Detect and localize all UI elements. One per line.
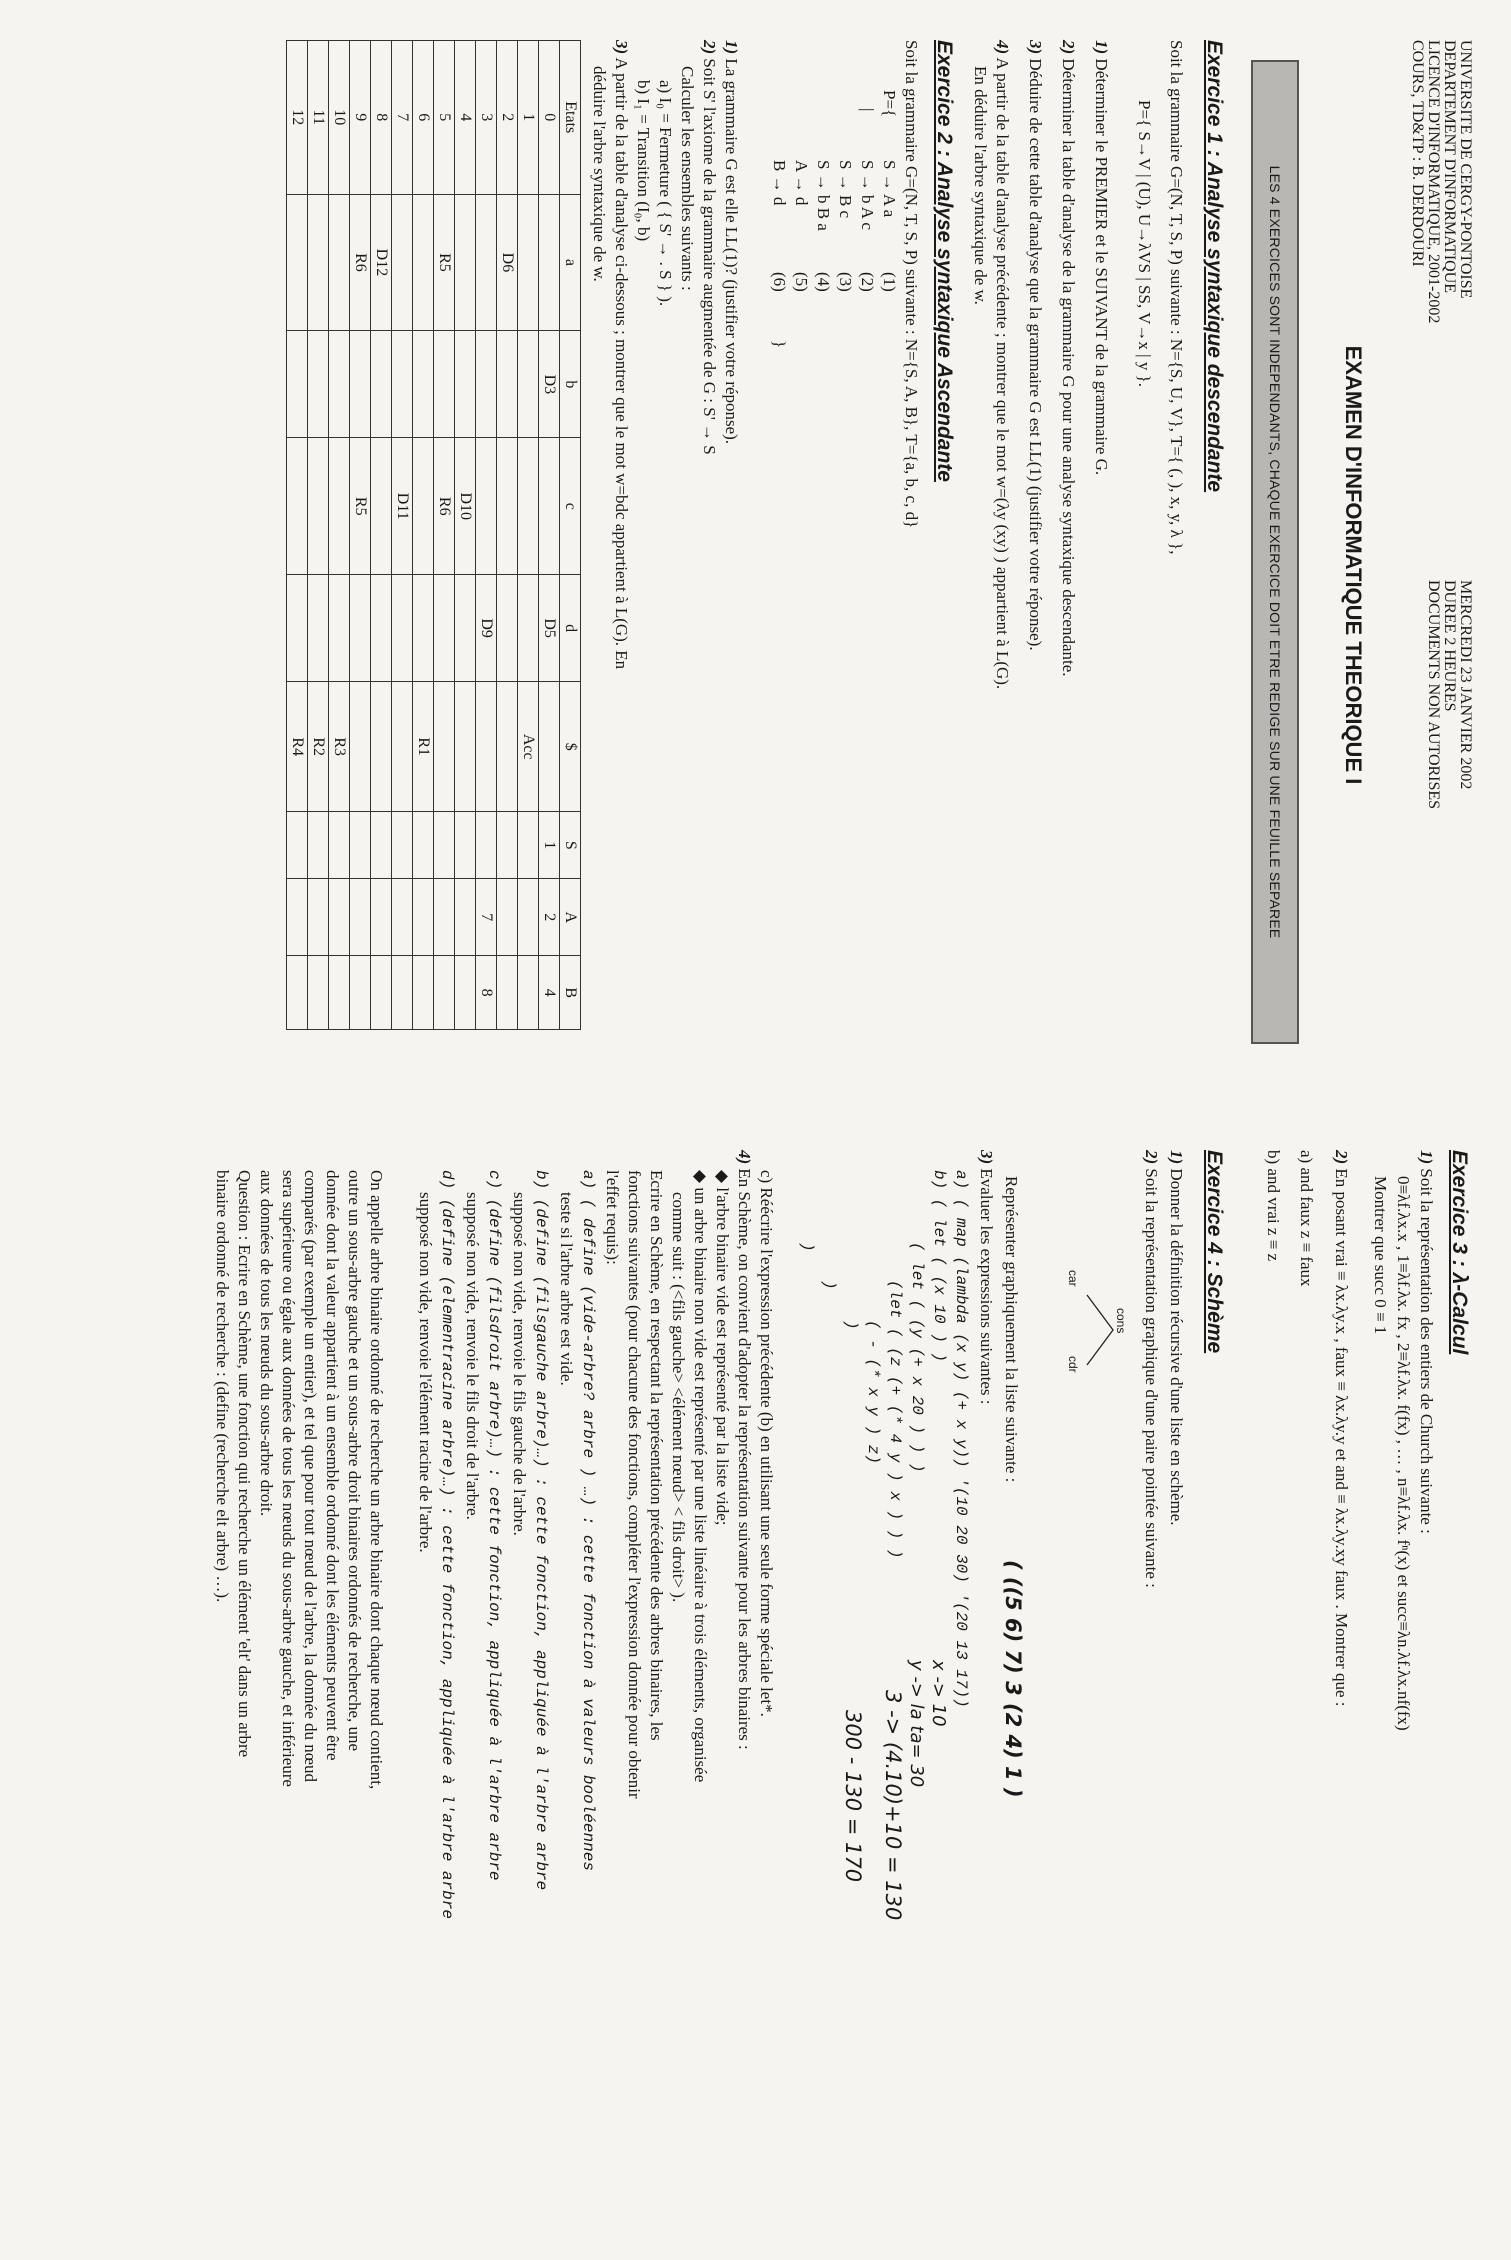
table-cell [350,956,371,1030]
table-cell [518,438,539,575]
ex4-o6: aux données de tous les nœuds du sous-arbre droit. [257,1170,276,1517]
rule: A → d [792,160,811,206]
table-cell [329,194,350,331]
table-cell: D10 [455,438,476,575]
cons-label: cons [1114,1308,1128,1334]
table-cell [518,194,539,331]
ex2-q3: 3) A partir de la table d'analyse ci-dessous ; montrer que le mot w=bdc appartient à L(G). En [612,40,631,670]
table-cell: D3 [539,331,560,438]
table-row [413,41,434,1030]
table-cell [413,575,434,682]
table-cell [329,438,350,575]
table-cell [392,194,413,331]
table-cell: 4 [539,956,560,1030]
table-cell [413,879,434,956]
ex2-q2c: a) I₀ = Fermeture ( { S' → . S } ). [656,80,675,307]
table-cell [434,331,455,438]
ex4-q4: 4) En Schème, on convient d'adopter la représentation suivante pour les arbres binaires : [735,1150,754,1750]
header-line: MERCREDI 23 JANVIER 2002 [1457,580,1474,790]
ex2-p-close: } [770,340,789,349]
table-cell [287,879,308,956]
ex1-q4: 4) A partir de la table d'analyse précédente ; montrer que le mot w=(λy (xy) ) appartient à L(G). [993,40,1012,690]
table-row [476,41,497,1030]
table-row [329,41,350,1030]
table-cell [434,956,455,1030]
column-header: c [560,438,581,575]
table-cell [497,575,518,682]
rule-number: (2) [858,272,877,292]
table-cell [308,575,329,682]
ex2-p-bar: | [858,108,877,112]
table-cell [497,956,518,1030]
ex4-fc2: supposé non vide, renvoie le fils droit de l'arbre. [463,1192,482,1520]
table-cell: 0 [539,41,560,195]
cdr-label: cdr [1066,1356,1080,1373]
university-header [1409,40,1473,323]
ex4-o3: donnée dont la valeur appartient à un ensemble ordonné dont les éléments peuvent être [323,1170,342,1761]
table-cell [434,812,455,879]
table-cell [413,438,434,575]
handwritten-note: y -> la ta= 30 [906,1660,927,1788]
table-cell: 5 [434,41,455,195]
pair-diagram [1083,1290,1117,1370]
ex4-fc: c) (define (filsdroit arbre)…) : cette fonction, appliquée à l'arbre arbre [485,1170,503,1881]
rule: S → A a [880,160,899,218]
table-cell [329,331,350,438]
table-cell: R5 [434,194,455,331]
ex4-q3: 3) Evaluer les expressions suivantes : [977,1150,996,1405]
table-cell [329,956,350,1030]
ex4-q3b5: ) [842,1320,860,1330]
exercise-1-title: Exercice 1 : Analyse syntaxique descendante [1203,40,1226,493]
header-line: COURS, TD&TP : B. DERDOURI [1409,40,1426,267]
exercise-3-title: Exercice 3 : λ-Calcul [1448,1150,1471,1355]
ex2-q3b: déduire l'arbre syntaxique de w. [590,66,609,282]
ex2-q2: 2) Soit S' l'axiome de la grammaire augmentée de G : S' → S [700,40,719,455]
ex4-p3: l'effet requis): [603,1170,622,1265]
ex3-q2b: b) and vrai z ≡ z [1264,1150,1283,1262]
table-body [287,41,560,1030]
table-cell [539,438,560,575]
table-cell [476,812,497,879]
table-cell [455,956,476,1030]
table-cell [455,812,476,879]
table-cell [497,438,518,575]
handwritten-note: 300 - 130 = 170 [841,1710,865,1883]
table-cell [287,438,308,575]
table-cell [413,194,434,331]
table-cell: Acc [518,682,539,812]
table-cell: 7 [476,879,497,956]
ex4-o2: outre un sous-arbre gauche et un sous-arbre droit binaires ordonnés de recherche, une [345,1170,364,1752]
ex4-o7: Question : Ecrire en Schème, une fonction qui recherche un élément 'elt' dans un arbre [235,1170,254,1758]
ex4-q3b6: ) [820,1280,838,1290]
header-line: DOCUMENTS NON AUTORISES [1425,580,1442,810]
table-cell [308,879,329,956]
ex3-q1c: Montrer que succ 0 ≡ 1 [1371,1176,1390,1335]
table-cell [413,331,434,438]
table-cell [350,575,371,682]
table-cell: 3 [476,41,497,195]
ex1-productions: P={ S→V | (U), U→λVS | SS, V→x | y }. [1135,100,1154,387]
table-cell [329,575,350,682]
table-row [434,41,455,1030]
table-cell [371,331,392,438]
table-cell [392,812,413,879]
table-cell [455,879,476,956]
table-cell: 8 [476,956,497,1030]
table-cell: 10 [329,41,350,195]
table-cell: 9 [350,41,371,195]
table-cell [371,812,392,879]
ex1-q3: 3) Déduire de cette table d'analyse que la grammaire G est LL(1) (justifier votre réponse). [1026,40,1045,651]
table-cell: D12 [371,194,392,331]
table-cell [455,575,476,682]
ex2-intro: Soit la grammaire G=(N, T, S, P) suivante : N={S, A, B}, T={a, b, c, d} [902,40,921,529]
table-cell: D11 [392,438,413,575]
table-row [308,41,329,1030]
table-cell [308,812,329,879]
table-cell [392,956,413,1030]
column-header: A [560,879,581,956]
exercise-4-title: Exercice 4 : Schème [1203,1150,1226,1354]
table-row [392,41,413,1030]
table-cell [539,682,560,812]
ex1-q4b: En déduire l'arbre syntaxique de w. [971,66,990,305]
ex4-o1: On appelle arbre binaire ordonné de recherche un arbre binaire dont chaque nœud contient, [367,1170,386,1790]
ex4-q3b1: b) ( let ( (x 10 ) ) [930,1170,948,1363]
header-line: DEPARTEMENT D'INFORMATIQUE [1441,40,1458,294]
column-header: b [560,331,581,438]
table-cell: D5 [539,575,560,682]
ex4-fd: d) (define (elementracine arbre)…) : cette fonction, appliquée à l'arbre arbre [438,1170,456,1919]
table-row [371,41,392,1030]
ex3-q2a: a) and faux z ≡ faux [1297,1150,1316,1287]
table-cell [371,956,392,1030]
ex4-q3b2: ( let ( (y (+ x 20 ) ) ) [908,1242,926,1473]
ex2-q2d: b) I₁ = Transition (I₀, b) [634,80,653,242]
rule-number: (4) [814,272,833,292]
table-cell: 12 [287,41,308,195]
table-cell [518,956,539,1030]
rule-number: (6) [770,272,789,292]
rule: S → B c [836,160,855,219]
table-cell [476,331,497,438]
table-cell: 1 [539,812,560,879]
table-cell [497,331,518,438]
ex4-list-text: Représenter graphiquement la liste suivante : [1002,1176,1021,1483]
table-cell [455,682,476,812]
table-cell [392,331,413,438]
table-cell [476,194,497,331]
table-cell: R1 [413,682,434,812]
ex3-q1: 1) Soit la représentation des entiers de Church suivante : [1417,1150,1436,1534]
ex4-bullet-1: ◆ l'arbre binaire vide est représenté par la liste vide; [713,1170,732,1526]
table-cell [329,879,350,956]
ex1-q2: 2) Déterminer la table d'analyse de la grammaire G pour une analyse syntaxique descendante. [1059,40,1078,677]
ex2-q2b: Calculer les ensembles suivants : [678,66,697,291]
table-row [287,41,308,1030]
table-row [539,41,560,1030]
table-cell [434,879,455,956]
table-cell [287,956,308,1030]
table-cell [497,879,518,956]
ex4-fb: b) (define (filsgauche arbre)…) : cette fonction, appliquée à l'arbre arbre [532,1170,550,1891]
ex4-q3a: a) ( map (lambda (x y) (+ x y)) '(10 20 30) '(20 13 17)) [952,1170,970,1708]
ex4-q3b3: (let ( (z (+ (* 4 y ) x ) ) ) [886,1280,904,1559]
column-header: a [560,194,581,331]
ex4-p2: fonctions suivantes (pour chacune des fonctions, compléter l'expression donnée pour obtenir [625,1170,644,1799]
rule-number: (3) [836,272,855,292]
table-cell [371,438,392,575]
header-line: DUREE 2 HEURES [1441,580,1458,712]
table-cell: 2 [497,41,518,195]
instruction-banner: LES 4 EXERCICES SONT INDEPENDANTS, CHAQUE EXERCICE DOIT ETRE REDIGE SUR UNE FEUILLE SEPAREE [1251,60,1299,1044]
table-row [518,41,539,1030]
table-cell [308,194,329,331]
rule: S → b A c [858,160,877,230]
table-cell: R6 [434,438,455,575]
table-cell: R6 [350,194,371,331]
table-cell [455,331,476,438]
table-header-row [560,41,581,1030]
table-cell [392,575,413,682]
exam-title: EXAMEN D'INFORMATIQUE THEORIQUE I [1341,345,1366,785]
table-cell [476,682,497,812]
table-cell [350,682,371,812]
table-cell [518,879,539,956]
table-cell [350,812,371,879]
table-cell [392,879,413,956]
ex4-q3b4: ( - (* x y ) z) [864,1320,882,1465]
ex1-q1: 1) Déterminer le PREMIER et le SUIVANT de la grammaire G. [1092,40,1111,476]
ex4-fb2: supposé non vide, renvoie le fils gauche de l'arbre. [510,1192,529,1536]
ex3-church: 0≡λf.λx.x , 1≡λf.λx. fx , 2≡λf.λx. f(fx) , … , n≡λf.λx. fⁿ(x) et succ≡λn.λf.λx.nf(fx) [1394,1176,1413,1731]
ex4-o5: sera supérieure ou égale aux données de tous les nœuds du sous-arbre gauche, et inférieure [279,1170,298,1787]
ex4-q3b7: ) [798,1242,816,1252]
rule-number: (5) [792,272,811,292]
ex4-q1: 1) Donner la définition récursive d'une liste en schème. [1167,1150,1186,1526]
table-cell: R4 [287,682,308,812]
table-cell [329,812,350,879]
rule-number: (1) [880,272,899,292]
ex4-bullet-2: ◆ un arbre binaire non vide est représenté par une liste linéaire à trois éléments, organisée [691,1170,710,1783]
ex4-o4: comparés (par exemple un entier), et tel que pour tout nœud de l'arbre, la donnée du nœud [301,1170,320,1783]
table-cell [518,575,539,682]
table-cell [371,682,392,812]
table-cell [455,194,476,331]
ex1-intro: Soit la grammaire G=(N, T, S, P) suivante : N={S, U, V}, T={ (, ), x, y, λ }, [1167,40,1186,555]
table-cell [476,438,497,575]
car-label: car [1066,1270,1080,1287]
table-cell [497,812,518,879]
header-line: LICENCE D'INFORMATIQUE, 2001-2002 [1425,40,1442,324]
table-cell [308,956,329,1030]
column-header: d [560,575,581,682]
table-cell [350,879,371,956]
ex2-q1: 1) La grammaire G est elle LL(1)? (justifier votre réponse). [722,40,741,445]
handwritten-list: ( ((5 6) 7) 3 (2 4) 1 ) [1001,1560,1025,1798]
table-cell: 1 [518,41,539,195]
ex3-q2: 2) En posant vrai ≡ λx.λy.x , faux ≡ λx.λy.y et and ≡ λx.λy.xy faux . Montrer que : [1332,1150,1351,1707]
ex4-fd2: supposé non vide, renvoie l'élément racine de l'arbre. [416,1192,435,1553]
table-cell: 6 [413,41,434,195]
header-line: UNIVERSITE DE CERGY-PONTOISE [1457,40,1474,299]
column-header: $ [560,682,581,812]
table-cell: D6 [497,194,518,331]
exam-info-header [1425,580,1473,809]
handwritten-note: 3 -> (4.10)+10 = 130 [881,1690,905,1921]
table-row [497,41,518,1030]
handwritten-note: x -> 10 [928,1660,949,1727]
table-cell: 11 [308,41,329,195]
table-cell [371,879,392,956]
ex4-o8: binaire ordonné de recherche : (define (recherche elt arbre) …). [213,1170,232,1603]
table-row [350,41,371,1030]
table-row [455,41,476,1030]
table-cell [413,812,434,879]
table-cell [308,438,329,575]
table-cell [518,812,539,879]
table-cell: R5 [350,438,371,575]
table-cell [287,194,308,331]
ex4-bullet-2b: comme suit : (<fils gauche> <élément nœud> < fils droit> ). [669,1192,688,1603]
table-cell: 8 [371,41,392,195]
table-cell [434,575,455,682]
table-cell [371,575,392,682]
table-cell [539,194,560,331]
table-cell [434,682,455,812]
table-cell: D9 [476,575,497,682]
table-cell [413,956,434,1030]
table-cell: 2 [539,879,560,956]
table-cell: 4 [455,41,476,195]
table-cell [350,331,371,438]
exercise-2-title: Exercice 2 : Analyse syntaxique Ascendante [933,40,956,482]
lr-analysis-table [286,40,581,1030]
ex2-p-open: P={ [880,90,899,118]
table-cell [287,575,308,682]
ex4-q2: 2) Soit la représentation graphique d'une paire pointée suivante : [1142,1150,1161,1588]
table-cell [497,682,518,812]
ex4-p1: Ecrire en Schème, en respectant la représentation précédente des arbres binaires, les [647,1170,666,1741]
column-header: S [560,812,581,879]
table-cell [518,331,539,438]
ex4-fa: a) ( define (vide-arbre? arbre ) …) : cette fonction à valeurs booléennes [579,1170,597,1871]
table-cell: R3 [329,682,350,812]
ex4-q3c: c) Réécrire l'expression précédente (b) en utilisant une seule forme spéciale let*. [757,1170,776,1717]
column-header: B [560,956,581,1030]
rule: S → b B a [814,160,833,231]
table-cell [287,331,308,438]
table-cell [287,812,308,879]
ex4-fa2: teste si l'arbre arbre est vide. [557,1192,576,1386]
rule: B → d [770,160,789,206]
table-cell: 7 [392,41,413,195]
table-cell [392,682,413,812]
column-header: Etats [560,41,581,195]
table-cell: R2 [308,682,329,812]
table-cell [308,331,329,438]
right-column [0,1130,1511,2260]
